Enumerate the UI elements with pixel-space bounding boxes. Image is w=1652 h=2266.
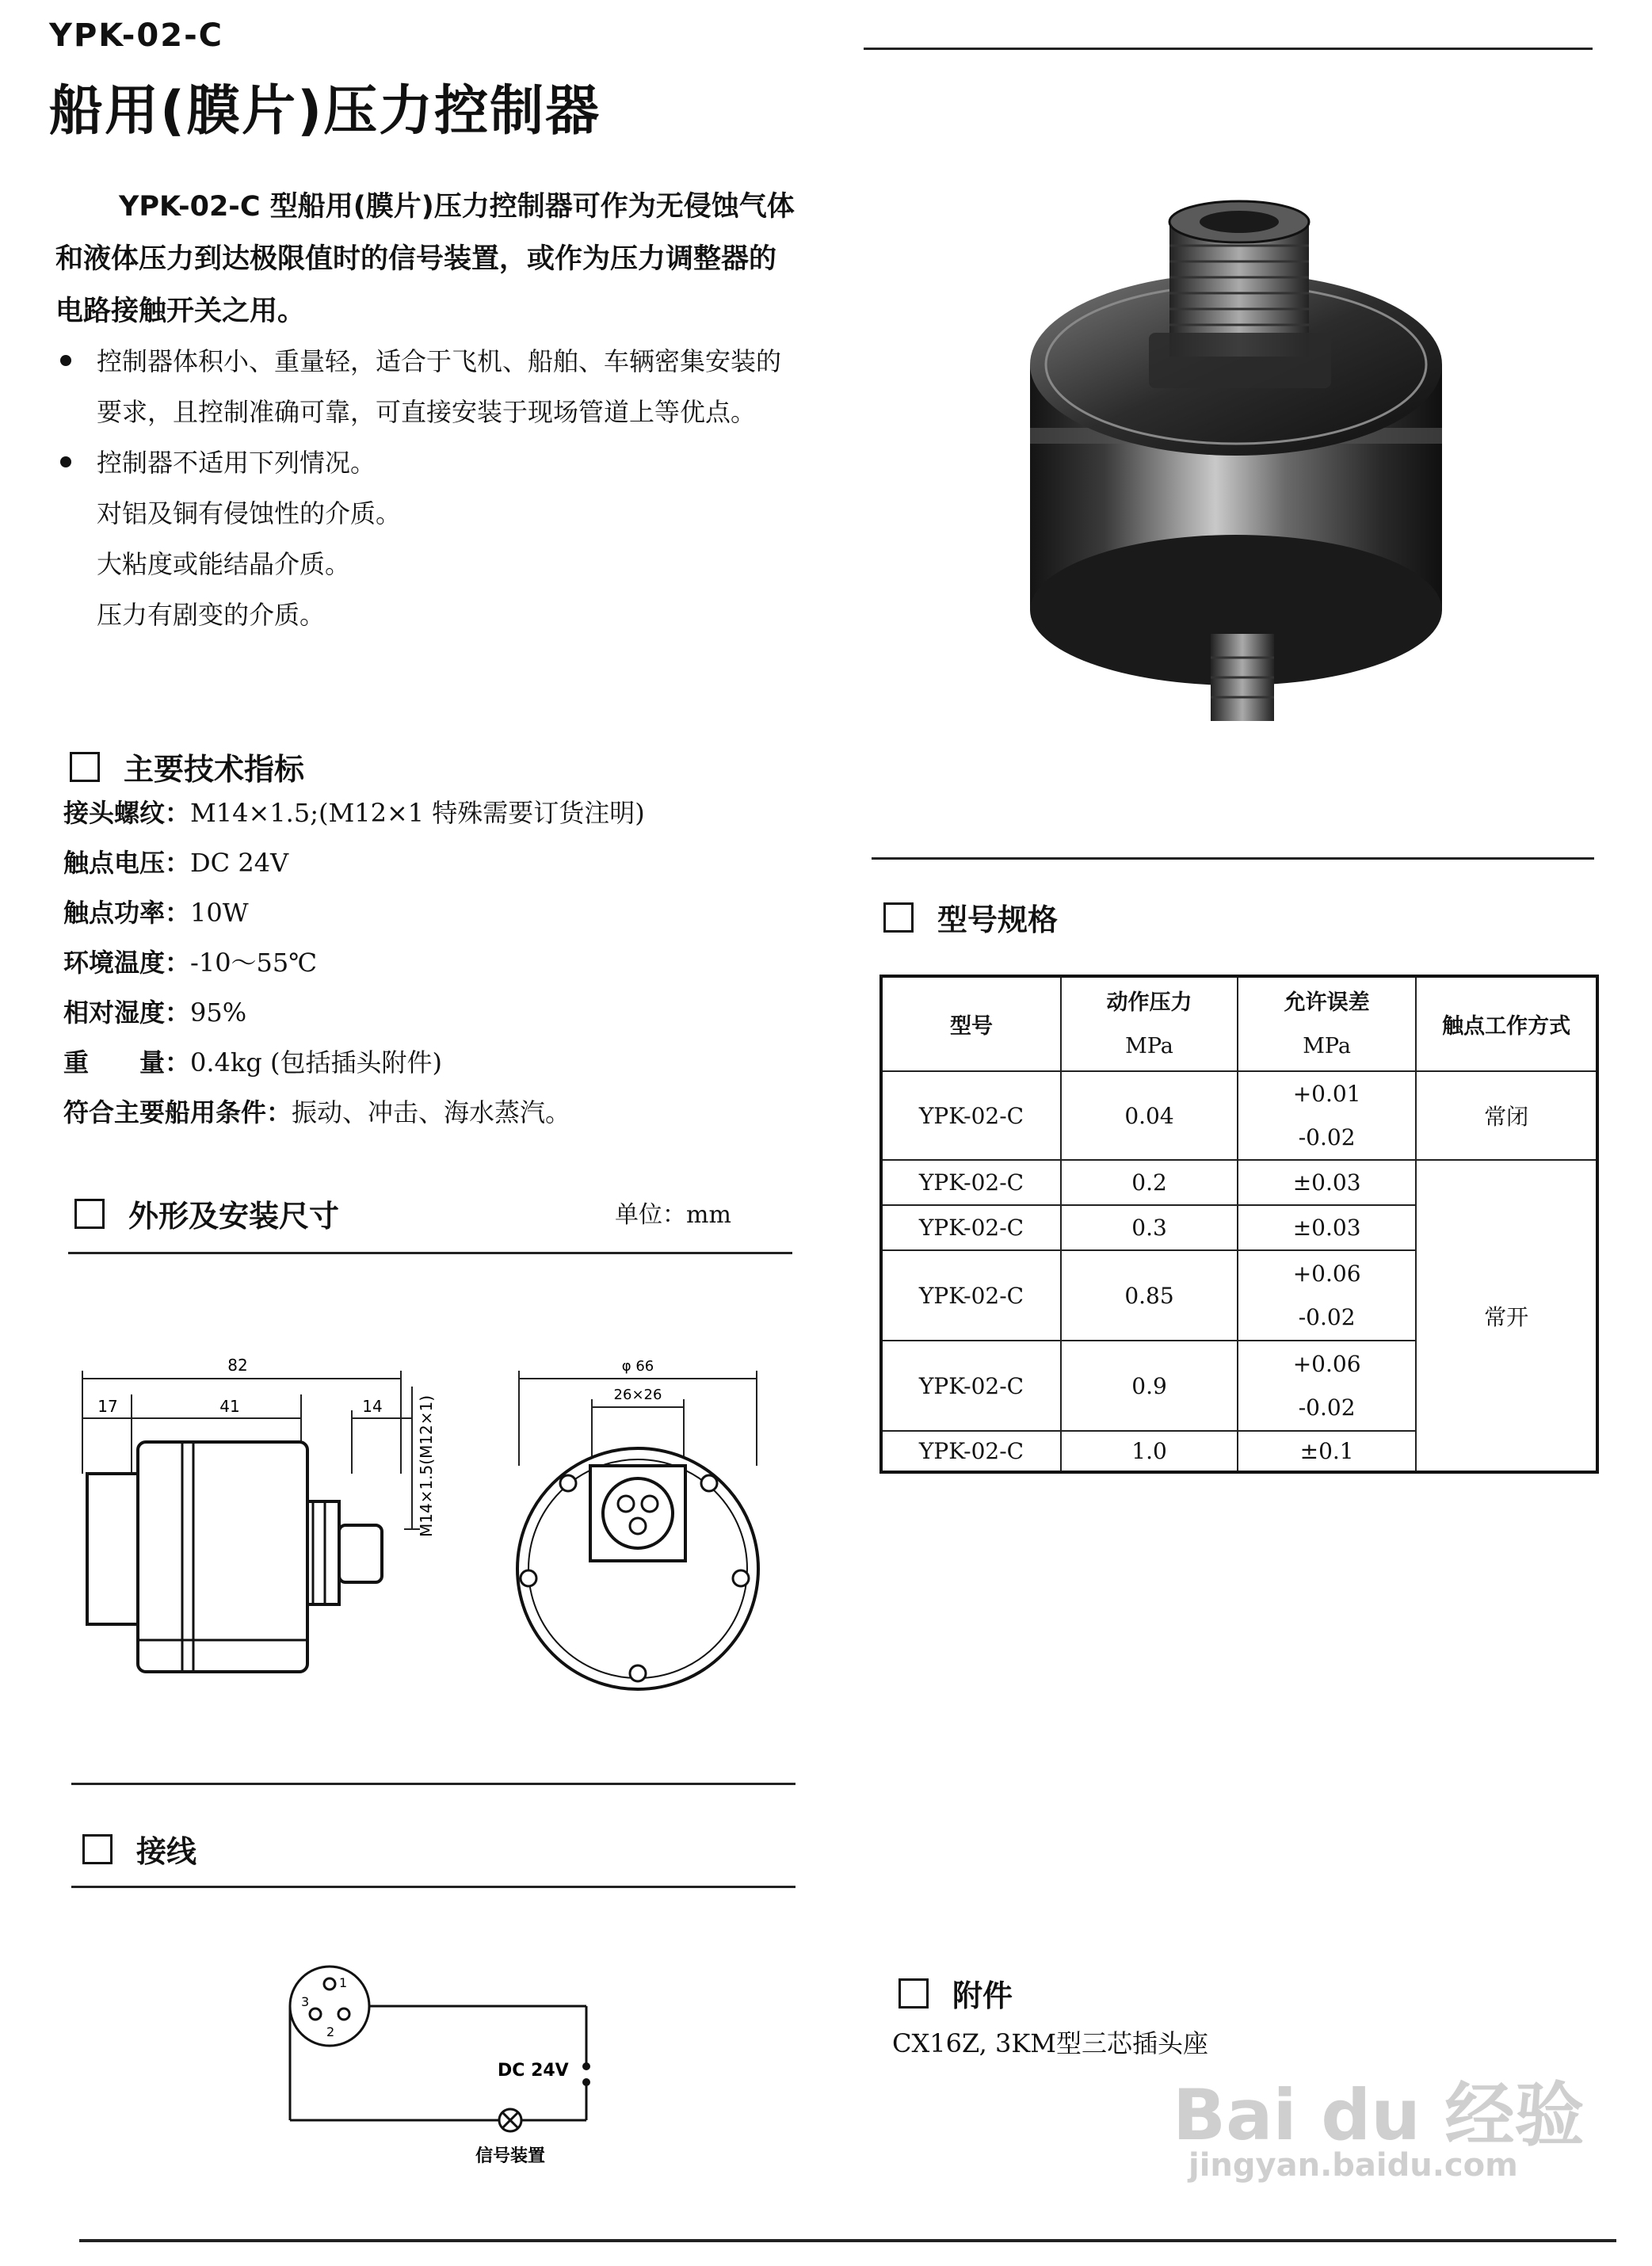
pin-1-label: 1 — [339, 1975, 348, 1990]
spec-item: 相对湿度：95% — [63, 998, 247, 1028]
header-tolerance-unit: MPa — [1303, 1033, 1351, 1059]
wiring-bottom-divider — [71, 1886, 795, 1888]
dim-square-label: 26×26 — [613, 1387, 662, 1403]
feature-bullets — [55, 336, 792, 640]
watermark-url: jingyan.baidu.com — [1188, 2147, 1518, 2184]
cell-pressure: 0.9 — [1061, 1341, 1238, 1431]
dimensions-section-label: 外形及安装尺寸 — [128, 1199, 340, 1234]
exclusion-item: 大粘度或能结晶介质。 — [97, 549, 351, 579]
watermark-brand: Bai du 经验 — [1173, 2074, 1585, 2156]
header-model: 型号 — [881, 976, 1061, 1071]
bottom-divider — [79, 2239, 1616, 2242]
spec-item: 符合主要船用条件：振动、冲击、海水蒸汽。 — [63, 1097, 571, 1127]
intro-text: YPK-02-C 型船用(膜片)压力控制器可作为无侵蚀气体和液体压力到达极限值时的信号装置，或作为压力调整器的电路接触开关之用。 — [55, 191, 795, 327]
cell-model: YPK-02-C — [881, 1250, 1061, 1341]
cell-model: YPK-02-C — [881, 1160, 1061, 1205]
wiring-diagram — [285, 1957, 618, 2179]
models-section-label: 型号规格 — [937, 902, 1059, 937]
cell-tolerance: +0.06 -0.02 — [1238, 1250, 1416, 1341]
bullet-dot-icon — [60, 456, 71, 467]
header-pressure: 动作压力 MPa — [1061, 976, 1238, 1071]
cell-tolerance: ±0.03 — [1238, 1205, 1416, 1250]
bullet-item — [55, 437, 792, 488]
table-row — [881, 1071, 1597, 1160]
right-divider — [872, 857, 1594, 860]
cell-tolerance: ±0.03 — [1238, 1160, 1416, 1205]
dimensions-divider — [68, 1252, 792, 1254]
checkbox-square-icon — [70, 752, 100, 782]
dim-dia-label: φ 66 — [621, 1358, 654, 1375]
intro-paragraph — [55, 181, 800, 338]
accessories-section-label: 附件 — [952, 1978, 1013, 2013]
cell-pressure: 0.85 — [1061, 1250, 1238, 1341]
checkbox-square-icon — [883, 902, 914, 933]
signal-lamp-icon — [499, 2109, 521, 2131]
spec-item: 环境温度：-10～55℃ — [63, 948, 318, 978]
dim-left-label: 17 — [97, 1397, 118, 1416]
models-section-title — [883, 895, 1058, 939]
page-title: 船用(膜片)压力控制器 — [49, 80, 601, 143]
cell-model: YPK-02-C — [881, 1341, 1061, 1431]
top-right-divider — [864, 48, 1593, 50]
model-spec-table — [879, 975, 1599, 1474]
accessories-section-title — [898, 1971, 1013, 2015]
signal-label: 信号装置 — [475, 2146, 546, 2166]
checkbox-square-icon — [898, 1978, 929, 2008]
supply-label: DC 24V — [498, 2061, 569, 2081]
dim-right-label: 14 — [362, 1397, 383, 1416]
cell-pressure: 1.0 — [1061, 1431, 1238, 1472]
pin-3-label: 3 — [301, 1994, 310, 2009]
pin-2-label: 2 — [326, 2024, 335, 2039]
bullet-text: 控制器体积小、重量轻，适合于飞机、船舶、车辆密集安装的要求，且控制准确可靠，可直接安装于现场管道上等优点。 — [97, 346, 782, 427]
product-photo — [1014, 190, 1458, 729]
bullet-text: 控制器不适用下列情况。 — [97, 448, 376, 478]
wiring-section-label: 接线 — [136, 1834, 197, 1869]
checkbox-square-icon — [82, 1834, 113, 1864]
specs-section-title — [70, 745, 304, 788]
table-row — [881, 1160, 1597, 1205]
spec-item: 接头螺纹：M14×1.5;(M12×1 特殊需要订货注明) — [63, 798, 645, 828]
checkbox-square-icon — [74, 1199, 105, 1229]
cell-model: YPK-02-C — [881, 1205, 1061, 1250]
cell-pressure: 0.3 — [1061, 1205, 1238, 1250]
spec-list — [63, 788, 645, 1138]
wiring-section-title — [82, 1827, 196, 1871]
header-pressure-unit: MPa — [1125, 1033, 1173, 1059]
exclusion-item: 对铝及铜有侵蚀性的介质。 — [97, 498, 402, 528]
spec-item: 重 量：0.4kg (包括插头附件) — [63, 1047, 442, 1078]
side-view-drawing — [71, 1347, 467, 1711]
cell-contact-nc: 常闭 — [1416, 1071, 1597, 1160]
front-view-drawing — [511, 1347, 765, 1696]
dimensions-unit: 单位：mm — [615, 1201, 731, 1229]
exclusion-item: 压力有剧变的介质。 — [97, 600, 326, 630]
bullet-item — [55, 336, 792, 437]
cell-tolerance: +0.01 -0.02 — [1238, 1071, 1416, 1160]
cell-tolerance: +0.06 -0.02 — [1238, 1341, 1416, 1431]
specs-section-label: 主要技术指标 — [124, 752, 305, 787]
cell-pressure: 0.04 — [1061, 1071, 1238, 1160]
cell-model: YPK-02-C — [881, 1071, 1061, 1160]
accessory-text: CX16Z, 3KM型三芯插头座 — [892, 2028, 1209, 2058]
thread-label: M14×1.5(M12×1) — [417, 1394, 436, 1537]
cell-pressure: 0.2 — [1061, 1160, 1238, 1205]
header-tolerance: 允许误差 MPa — [1238, 976, 1416, 1071]
cell-tolerance: ±0.1 — [1238, 1431, 1416, 1472]
cell-model: YPK-02-C — [881, 1431, 1061, 1472]
dimensions-section-title — [74, 1192, 339, 1235]
wiring-top-divider — [71, 1783, 795, 1785]
bullet-dot-icon — [60, 355, 71, 366]
dim-mid-label: 41 — [219, 1397, 240, 1416]
spec-item: 触点功率：10W — [63, 898, 249, 928]
dim-total-label: 82 — [227, 1356, 248, 1375]
header-contact: 触点工作方式 — [1416, 976, 1597, 1071]
spec-item: 触点电压：DC 24V — [63, 848, 289, 878]
cell-contact-no: 常开 — [1416, 1160, 1597, 1472]
model-code: YPK-02-C — [49, 17, 224, 54]
